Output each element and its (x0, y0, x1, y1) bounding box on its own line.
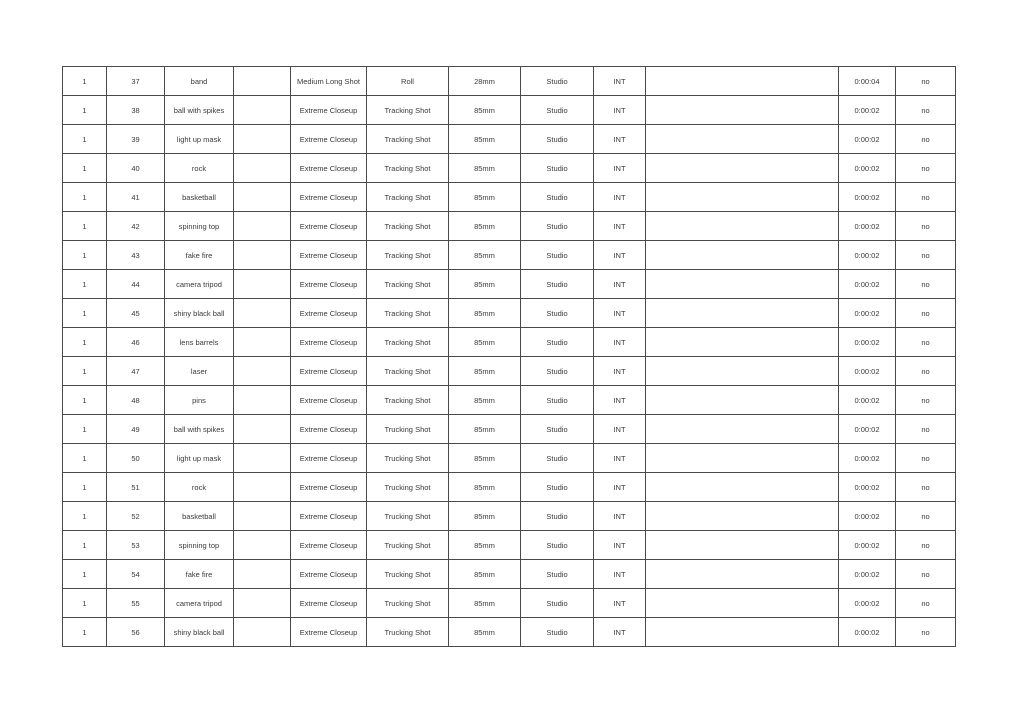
location-cell: Studio (521, 357, 594, 386)
int-ext-cell: INT (594, 531, 646, 560)
shot-size-cell: Extreme Closeup (291, 241, 367, 270)
flag-cell: no (896, 270, 956, 299)
shot-number-cell: 53 (107, 531, 165, 560)
int-ext-cell: INT (594, 618, 646, 647)
subject-cell: ball with spikes (165, 415, 234, 444)
table-row (63, 502, 956, 531)
flag-cell: no (896, 183, 956, 212)
flag-cell: no (896, 241, 956, 270)
shot-size-cell: Extreme Closeup (291, 96, 367, 125)
lens-cell: 85mm (449, 589, 521, 618)
notes-cell (234, 357, 291, 386)
movement-cell: Tracking Shot (367, 357, 449, 386)
description-cell (646, 299, 839, 328)
flag-cell: no (896, 328, 956, 357)
lens-cell: 85mm (449, 299, 521, 328)
duration-cell: 0:00:02 (839, 531, 896, 560)
movement-cell: Tracking Shot (367, 241, 449, 270)
flag-cell: no (896, 589, 956, 618)
subject-cell: laser (165, 357, 234, 386)
subject-cell: shiny black ball (165, 299, 234, 328)
subject-cell: basketball (165, 183, 234, 212)
flag-cell: no (896, 386, 956, 415)
scene-cell: 1 (63, 415, 107, 444)
subject-cell: basketball (165, 502, 234, 531)
subject-cell: rock (165, 154, 234, 183)
lens-cell: 85mm (449, 618, 521, 647)
shot-number-cell: 38 (107, 96, 165, 125)
int-ext-cell: INT (594, 328, 646, 357)
lens-cell: 28mm (449, 67, 521, 96)
table-row (63, 357, 956, 386)
table-row (63, 183, 956, 212)
shot-size-cell: Extreme Closeup (291, 473, 367, 502)
scene-cell: 1 (63, 502, 107, 531)
table-row (63, 96, 956, 125)
shot-number-cell: 44 (107, 270, 165, 299)
shot-size-cell: Extreme Closeup (291, 183, 367, 212)
duration-cell: 0:00:02 (839, 560, 896, 589)
notes-cell (234, 560, 291, 589)
shot-size-cell: Extreme Closeup (291, 589, 367, 618)
shot-number-cell: 37 (107, 67, 165, 96)
movement-cell: Trucking Shot (367, 618, 449, 647)
location-cell: Studio (521, 589, 594, 618)
table-row (63, 270, 956, 299)
int-ext-cell: INT (594, 212, 646, 241)
flag-cell: no (896, 502, 956, 531)
location-cell: Studio (521, 531, 594, 560)
subject-cell: band (165, 67, 234, 96)
shot-size-cell: Extreme Closeup (291, 560, 367, 589)
shot-number-cell: 54 (107, 560, 165, 589)
lens-cell: 85mm (449, 241, 521, 270)
duration-cell: 0:00:02 (839, 444, 896, 473)
location-cell: Studio (521, 618, 594, 647)
scene-cell: 1 (63, 328, 107, 357)
scene-cell: 1 (63, 241, 107, 270)
notes-cell (234, 473, 291, 502)
scene-cell: 1 (63, 67, 107, 96)
shot-number-cell: 45 (107, 299, 165, 328)
table-row (63, 125, 956, 154)
int-ext-cell: INT (594, 502, 646, 531)
location-cell: Studio (521, 299, 594, 328)
shot-number-cell: 52 (107, 502, 165, 531)
duration-cell: 0:00:02 (839, 299, 896, 328)
shot-number-cell: 40 (107, 154, 165, 183)
shot-number-cell: 50 (107, 444, 165, 473)
scene-cell: 1 (63, 618, 107, 647)
subject-cell: ball with spikes (165, 96, 234, 125)
table-row (63, 212, 956, 241)
lens-cell: 85mm (449, 415, 521, 444)
shot-size-cell: Extreme Closeup (291, 125, 367, 154)
shot-size-cell: Extreme Closeup (291, 299, 367, 328)
duration-cell: 0:00:02 (839, 96, 896, 125)
subject-cell: lens barrels (165, 328, 234, 357)
duration-cell: 0:00:02 (839, 183, 896, 212)
int-ext-cell: INT (594, 357, 646, 386)
shot-number-cell: 42 (107, 212, 165, 241)
shot-number-cell: 47 (107, 357, 165, 386)
scene-cell: 1 (63, 96, 107, 125)
duration-cell: 0:00:02 (839, 270, 896, 299)
shot-number-cell: 41 (107, 183, 165, 212)
duration-cell: 0:00:02 (839, 386, 896, 415)
movement-cell: Tracking Shot (367, 386, 449, 415)
lens-cell: 85mm (449, 96, 521, 125)
description-cell (646, 183, 839, 212)
shot-list-body (63, 67, 956, 647)
description-cell (646, 386, 839, 415)
lens-cell: 85mm (449, 444, 521, 473)
subject-cell: fake fire (165, 241, 234, 270)
shot-size-cell: Extreme Closeup (291, 444, 367, 473)
description-cell (646, 96, 839, 125)
table-row (63, 589, 956, 618)
subject-cell: rock (165, 473, 234, 502)
shot-size-cell: Extreme Closeup (291, 386, 367, 415)
lens-cell: 85mm (449, 531, 521, 560)
shot-number-cell: 39 (107, 125, 165, 154)
movement-cell: Tracking Shot (367, 183, 449, 212)
shot-size-cell: Extreme Closeup (291, 618, 367, 647)
lens-cell: 85mm (449, 125, 521, 154)
subject-cell: camera tripod (165, 589, 234, 618)
scene-cell: 1 (63, 125, 107, 154)
duration-cell: 0:00:02 (839, 502, 896, 531)
duration-cell: 0:00:02 (839, 154, 896, 183)
table-row (63, 241, 956, 270)
movement-cell: Trucking Shot (367, 444, 449, 473)
movement-cell: Tracking Shot (367, 125, 449, 154)
notes-cell (234, 444, 291, 473)
movement-cell: Tracking Shot (367, 212, 449, 241)
description-cell (646, 473, 839, 502)
description-cell (646, 241, 839, 270)
flag-cell: no (896, 444, 956, 473)
location-cell: Studio (521, 96, 594, 125)
scene-cell: 1 (63, 444, 107, 473)
flag-cell: no (896, 125, 956, 154)
notes-cell (234, 241, 291, 270)
scene-cell: 1 (63, 357, 107, 386)
description-cell (646, 212, 839, 241)
location-cell: Studio (521, 183, 594, 212)
lens-cell: 85mm (449, 154, 521, 183)
shot-number-cell: 56 (107, 618, 165, 647)
shot-size-cell: Extreme Closeup (291, 154, 367, 183)
notes-cell (234, 154, 291, 183)
scene-cell: 1 (63, 270, 107, 299)
location-cell: Studio (521, 386, 594, 415)
shot-size-cell: Extreme Closeup (291, 357, 367, 386)
flag-cell: no (896, 154, 956, 183)
table-row (63, 154, 956, 183)
duration-cell: 0:00:02 (839, 618, 896, 647)
int-ext-cell: INT (594, 67, 646, 96)
int-ext-cell: INT (594, 183, 646, 212)
notes-cell (234, 183, 291, 212)
subject-cell: light up mask (165, 444, 234, 473)
table-row (63, 415, 956, 444)
scene-cell: 1 (63, 589, 107, 618)
duration-cell: 0:00:02 (839, 212, 896, 241)
lens-cell: 85mm (449, 560, 521, 589)
subject-cell: camera tripod (165, 270, 234, 299)
movement-cell: Tracking Shot (367, 299, 449, 328)
flag-cell: no (896, 415, 956, 444)
shot-number-cell: 55 (107, 589, 165, 618)
int-ext-cell: INT (594, 473, 646, 502)
int-ext-cell: INT (594, 560, 646, 589)
movement-cell: Roll (367, 67, 449, 96)
notes-cell (234, 270, 291, 299)
int-ext-cell: INT (594, 589, 646, 618)
notes-cell (234, 502, 291, 531)
flag-cell: no (896, 212, 956, 241)
table-row (63, 531, 956, 560)
int-ext-cell: INT (594, 415, 646, 444)
lens-cell: 85mm (449, 270, 521, 299)
flag-cell: no (896, 473, 956, 502)
movement-cell: Tracking Shot (367, 328, 449, 357)
subject-cell: shiny black ball (165, 618, 234, 647)
table-row (63, 386, 956, 415)
description-cell (646, 502, 839, 531)
subject-cell: light up mask (165, 125, 234, 154)
description-cell (646, 531, 839, 560)
movement-cell: Trucking Shot (367, 560, 449, 589)
shot-size-cell: Extreme Closeup (291, 531, 367, 560)
description-cell (646, 154, 839, 183)
flag-cell: no (896, 618, 956, 647)
movement-cell: Tracking Shot (367, 270, 449, 299)
table-row (63, 618, 956, 647)
lens-cell: 85mm (449, 212, 521, 241)
int-ext-cell: INT (594, 96, 646, 125)
notes-cell (234, 299, 291, 328)
location-cell: Studio (521, 241, 594, 270)
duration-cell: 0:00:02 (839, 241, 896, 270)
flag-cell: no (896, 67, 956, 96)
table-row (63, 444, 956, 473)
description-cell (646, 125, 839, 154)
int-ext-cell: INT (594, 241, 646, 270)
duration-cell: 0:00:04 (839, 67, 896, 96)
scene-cell: 1 (63, 183, 107, 212)
location-cell: Studio (521, 154, 594, 183)
duration-cell: 0:00:02 (839, 473, 896, 502)
shot-number-cell: 46 (107, 328, 165, 357)
movement-cell: Trucking Shot (367, 473, 449, 502)
description-cell (646, 357, 839, 386)
shot-size-cell: Medium Long Shot (291, 67, 367, 96)
notes-cell (234, 531, 291, 560)
lens-cell: 85mm (449, 328, 521, 357)
scene-cell: 1 (63, 299, 107, 328)
int-ext-cell: INT (594, 299, 646, 328)
duration-cell: 0:00:02 (839, 125, 896, 154)
duration-cell: 0:00:02 (839, 589, 896, 618)
notes-cell (234, 415, 291, 444)
location-cell: Studio (521, 415, 594, 444)
description-cell (646, 67, 839, 96)
subject-cell: pins (165, 386, 234, 415)
flag-cell: no (896, 299, 956, 328)
shot-size-cell: Extreme Closeup (291, 415, 367, 444)
table-row (63, 560, 956, 589)
table-row (63, 67, 956, 96)
shot-number-cell: 49 (107, 415, 165, 444)
flag-cell: no (896, 96, 956, 125)
lens-cell: 85mm (449, 502, 521, 531)
notes-cell (234, 67, 291, 96)
duration-cell: 0:00:02 (839, 328, 896, 357)
notes-cell (234, 212, 291, 241)
notes-cell (234, 96, 291, 125)
notes-cell (234, 589, 291, 618)
lens-cell: 85mm (449, 357, 521, 386)
movement-cell: Tracking Shot (367, 154, 449, 183)
flag-cell: no (896, 531, 956, 560)
notes-cell (234, 386, 291, 415)
shot-size-cell: Extreme Closeup (291, 212, 367, 241)
description-cell (646, 444, 839, 473)
subject-cell: fake fire (165, 560, 234, 589)
scene-cell: 1 (63, 154, 107, 183)
movement-cell: Trucking Shot (367, 502, 449, 531)
scene-cell: 1 (63, 560, 107, 589)
lens-cell: 85mm (449, 473, 521, 502)
description-cell (646, 415, 839, 444)
table-row (63, 328, 956, 357)
int-ext-cell: INT (594, 270, 646, 299)
table-row (63, 473, 956, 502)
location-cell: Studio (521, 473, 594, 502)
location-cell: Studio (521, 444, 594, 473)
duration-cell: 0:00:02 (839, 357, 896, 386)
location-cell: Studio (521, 328, 594, 357)
location-cell: Studio (521, 502, 594, 531)
shot-size-cell: Extreme Closeup (291, 270, 367, 299)
scene-cell: 1 (63, 473, 107, 502)
shot-number-cell: 48 (107, 386, 165, 415)
flag-cell: no (896, 357, 956, 386)
lens-cell: 85mm (449, 183, 521, 212)
movement-cell: Tracking Shot (367, 96, 449, 125)
shot-number-cell: 51 (107, 473, 165, 502)
notes-cell (234, 618, 291, 647)
int-ext-cell: INT (594, 125, 646, 154)
scene-cell: 1 (63, 531, 107, 560)
lens-cell: 85mm (449, 386, 521, 415)
int-ext-cell: INT (594, 444, 646, 473)
location-cell: Studio (521, 560, 594, 589)
location-cell: Studio (521, 270, 594, 299)
subject-cell: spinning top (165, 531, 234, 560)
scene-cell: 1 (63, 212, 107, 241)
movement-cell: Trucking Shot (367, 531, 449, 560)
duration-cell: 0:00:02 (839, 415, 896, 444)
location-cell: Studio (521, 212, 594, 241)
location-cell: Studio (521, 125, 594, 154)
shot-number-cell: 43 (107, 241, 165, 270)
notes-cell (234, 328, 291, 357)
subject-cell: spinning top (165, 212, 234, 241)
flag-cell: no (896, 560, 956, 589)
scene-cell: 1 (63, 386, 107, 415)
description-cell (646, 270, 839, 299)
movement-cell: Trucking Shot (367, 415, 449, 444)
movement-cell: Trucking Shot (367, 589, 449, 618)
shot-list-table (62, 66, 956, 647)
table-row (63, 299, 956, 328)
shot-size-cell: Extreme Closeup (291, 502, 367, 531)
description-cell (646, 560, 839, 589)
location-cell: Studio (521, 67, 594, 96)
description-cell (646, 589, 839, 618)
notes-cell (234, 125, 291, 154)
shot-size-cell: Extreme Closeup (291, 328, 367, 357)
description-cell (646, 328, 839, 357)
description-cell (646, 618, 839, 647)
int-ext-cell: INT (594, 386, 646, 415)
int-ext-cell: INT (594, 154, 646, 183)
